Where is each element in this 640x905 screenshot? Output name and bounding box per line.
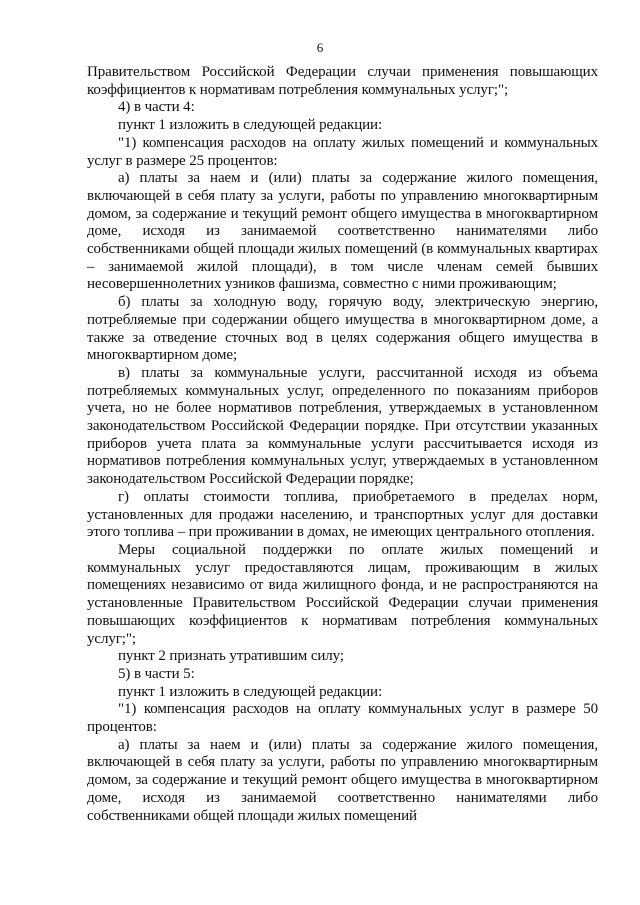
paragraph: а) платы за наем и (или) платы за содержание жилого помещения, включающей в себя плату за услуги, работы по управлению многоквартирным домом, за содержание и текущий ремонт общего имущества в многоквартирном доме, исходя из занимаемой соответственно нанимателями либо собственниками общей площади жилых помещений xyxy=(87,736,598,824)
paragraph: Правительством Российской Федерации случаи применения повышающих коэффициентов к нормативам потребления коммунальных услуг;"; xyxy=(87,64,598,98)
paragraph: в) платы за коммунальные услуги, рассчитанной исходя из объема потребляемых коммунальных услуг, определенного по показаниям приборов учета, но не более нормативов потребления, утверждаемых в установленном законодательством Российской Федерации порядке. При отсутствии указанных приборов учета плата за коммунальные услуги рассчитывается исходя из нормативов потребления коммунальных услуг, утверждаемых в установленном законодательством Российской Федерации порядке; xyxy=(87,364,598,488)
document-body xyxy=(87,64,598,825)
paragraph: а) платы за наем и (или) платы за содержание жилого помещения, включающей в себя плату за услуги, работы по управлению многоквартирным домом, за содержание и текущий ремонт общего имущества в многоквартирном доме, исходя из занимаемой соответственно нанимателями либо собственниками общей площади жилых помещений (в коммунальных квартирах – занимаемой жилой площади), в том числе членам семей бывших несовершеннолетних узников фашизма, совместно с ними проживающим; xyxy=(87,170,598,293)
paragraph: 4) в части 4: xyxy=(118,99,195,116)
paragraph: Меры социальной поддержки по оплате жилых помещений и коммунальных услуг предоставляются лицам, проживающим в жилых помещениях независимо от вида жилищного фонда, и не распространяются на установленные Правительством Российской Федерации случаи применения повышающих коэффициентов к нормативам потребления коммунальных услуг;"; xyxy=(87,541,598,647)
paragraph: г) оплаты стоимости топлива, приобретаемого в пределах норм, установленных для продажи населению, и транспортных услуг для доставки этого топлива – при проживании в домах, не имеющих центрального отопления. xyxy=(87,488,598,541)
paragraph: 5) в части 5: xyxy=(118,665,195,682)
paragraph: "1) компенсация расходов на оплату коммунальных услуг в размере 50 процентов: xyxy=(87,701,598,736)
paragraph: б) платы за холодную воду, горячую воду, электрическую энергию, потребляемые при содержании общего имущества в многоквартирном доме, а также за отведение сточных вод в целях содержания общего имущества в многоквартирном доме; xyxy=(87,294,598,364)
paragraph: пункт 1 изложить в следующей редакции: xyxy=(118,117,383,134)
paragraph: пункт 1 изложить в следующей редакции: xyxy=(118,683,383,700)
paragraph: пункт 2 признать утратившим силу; xyxy=(118,648,344,665)
paragraph: "1) компенсация расходов на оплату жилых помещений и коммунальных услуг в размере 25 процентов: xyxy=(87,134,598,169)
page-number: 6 xyxy=(316,40,324,55)
